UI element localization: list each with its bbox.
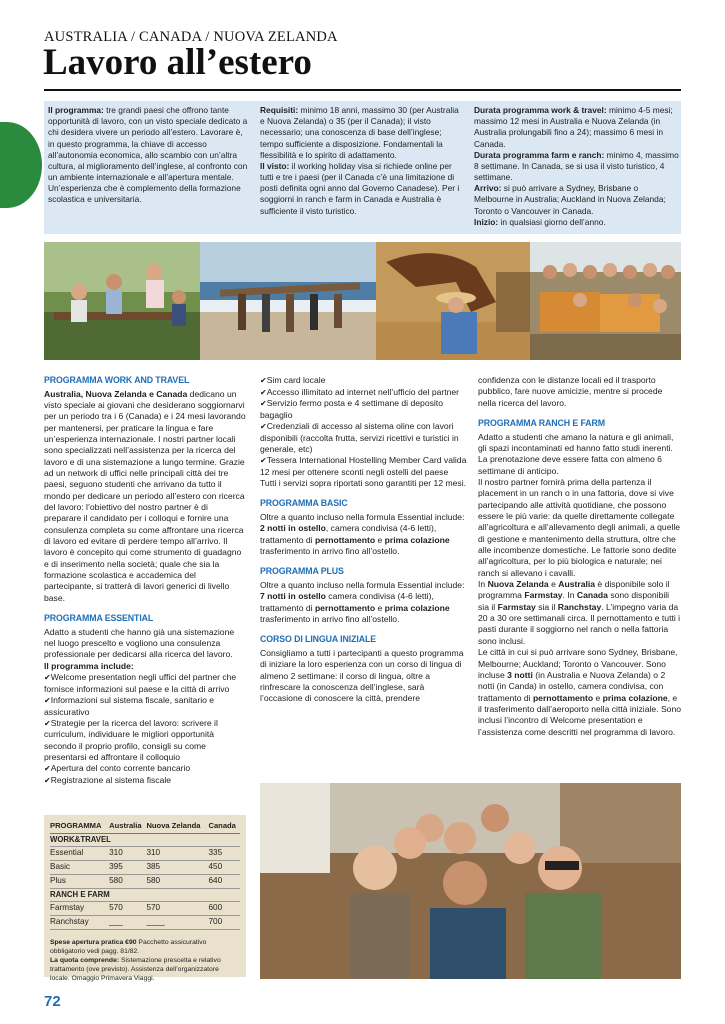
essential-item: ✔ Servizio fermo posta e 4 settimane di deposito bagaglio [260, 398, 468, 421]
ranch-span: (in Australia e Nuova Zelanda) o 2 notti (in Canda) in ostello, camera condivisa, con trattamento di [478, 669, 666, 703]
basic-span: trasferimento in arrivo fino all’ostello. [260, 546, 400, 557]
basic-span: , camera condivisa (4-6 letti), trattamento di [260, 523, 437, 545]
ranch-span: è disponibile solo il programma [478, 579, 670, 601]
essential-item: ✔ Welcome presentation negli uffici del partner che fornisce informazioni sul paese e la città di arrivo [44, 672, 246, 695]
photo-beach-log [200, 242, 376, 360]
essential-item: ✔ Credenziali di accesso al sistema oline con lavori disponibili (raccolta frutta, servizi ricettivi e turistici in generale, etc) [260, 421, 468, 455]
price-note-label: Spese apertura pratica €90 [50, 938, 137, 946]
services-note: Tutti i servizi sopra riportati sono garantiti per 12 mesi. [260, 478, 467, 489]
price-cell: Basic [50, 861, 109, 875]
price-note-label: La quota comprende: [50, 957, 120, 965]
basic-span: e [375, 534, 385, 545]
plus-bold: pernottamento [314, 602, 376, 613]
language-course-cont: confidenza con le distanze locali ed il trasporto pubblico, fare nuove amicizie, mentre si procede nella ricerca del lavoro. [478, 375, 663, 408]
plus-span: e [375, 602, 385, 613]
info-label: Arrivo: [474, 183, 502, 194]
info-arrival [474, 183, 679, 217]
price-cell: 580 [109, 874, 146, 888]
info-box [44, 101, 681, 234]
table-row [50, 915, 240, 929]
green-side-tab [0, 122, 42, 208]
info-text: in qualsiasi giorno dell’anno. [498, 216, 606, 227]
price-note-text: Pacchetto assicurativo obbligatorio vedi pagg. 81/82. [50, 938, 207, 955]
info-label: Durata programma work & travel: [474, 105, 607, 115]
price-cell: 600 [208, 902, 240, 916]
basic-bold: 2 notti in ostello [260, 523, 326, 534]
price-table-box [44, 815, 246, 983]
info-column-requirements [260, 105, 474, 234]
ranch-bold: Nuova Zelanda [487, 579, 549, 590]
ranch-bold: Farmstay [497, 601, 536, 612]
plus-span: trasferimento in arrivo fino all’ostello. [260, 614, 400, 625]
info-text: si può arrivare a Sydney, Brisbane o Melbourne in Australia; Auckland in Nuova Zelanda; Toronto o Vancouver in Canada. [474, 183, 666, 216]
essential-item: ✔ Informazioni sul sistema fiscale, sanitario e assicurativo [44, 695, 246, 718]
price-group-label: WORK&TRAVEL [50, 834, 240, 847]
info-text: il working holiday visa si richiede online per tutti e tre i paesi (per il Canada c’è una limitazione di posti definita ogni anno dal Governo Canadese). Per i soggiorni in ranch e farm in Canada e Australia è sufficiente il visto turistico. [260, 160, 460, 216]
basic-text [260, 523, 468, 557]
section-title-basic: PROGRAMMA BASIC [260, 498, 348, 509]
ranch-text-1: Adatto a studenti che amano la natura e gli animali, gli spazi incontaminati ed hanno fatto studi inerenti. La prenotazione deve essere fatta con almeno 6 settimane di anticipo. [478, 431, 674, 476]
info-column-duration [474, 105, 681, 234]
ranch-bold: Australia [558, 579, 596, 590]
plus-bold: 7 notti in ostello [260, 591, 326, 602]
ranch-span: , e il trasferimento dall’aeroporto nella città iniziale. Sono inclusi l’incontro di Welcome presentation e l’assistenza come descritti nel programma di lavoro. [478, 692, 682, 737]
basic-bold: prima colazione [384, 534, 450, 545]
price-cell: 395 [109, 861, 146, 875]
plus-text [260, 591, 468, 625]
title-rule [44, 89, 681, 91]
work-travel-lead: Australia, Nuova Zelanda e Canada [44, 388, 188, 399]
info-requirements [260, 105, 464, 161]
info-duration-farm [474, 150, 679, 184]
essential-item: ✔ Accesso illimitato ad internet nell’ufficio del partner [260, 387, 468, 399]
ranch-span: e [548, 579, 559, 590]
price-header: Canada [208, 819, 240, 834]
work-travel-text [44, 389, 246, 605]
column-1 [44, 375, 246, 787]
price-group-label: RANCH E FARM [50, 888, 240, 901]
price-table [50, 819, 240, 930]
essential-includes-label: Il programma include: [44, 660, 134, 671]
price-header: Australia [109, 819, 146, 834]
price-cell: 310 [146, 847, 208, 861]
price-note-text: Sistemazione prescelta e relativo trattamento (ove previsto). Assistenza dell’organizzatore locale. Omaggio Primavera Viaggi. [50, 957, 221, 983]
table-row [50, 847, 240, 861]
ranch-span: In [478, 579, 488, 590]
essential-item: ✔ Strategie per la ricerca del lavoro: scrivere il curriculum, individuare le migliori opportunità secondo il proprio profilo, consigli su come presentarsi ed affrontare il colloquio [44, 718, 246, 764]
column-3 [478, 375, 681, 738]
column-2 [260, 375, 468, 705]
price-notes [50, 938, 240, 984]
ranch-bold: Canada [576, 590, 608, 601]
price-note-includes [50, 956, 240, 984]
language-course-text: Consigliamo a tutti i partecipanti a questo programma di iniziare la loro esperienza con un corso di lingua di almeno 2 settimane: il corso di lingua, oltre a rinfrescare la conoscenza dell’inglese, sarà l’occasione di conoscere la città, prendere [260, 648, 464, 704]
basic-bold: pernottamento [314, 534, 376, 545]
price-cell: 335 [208, 847, 240, 861]
ranch-span: e [593, 692, 603, 703]
price-cell: ____ [146, 915, 208, 929]
ranch-span: . In [562, 590, 577, 601]
info-text: minimo 4, massimo 8 settimane. In Canada, se si usa il visto turistico, 4 settimane. [474, 149, 679, 183]
page-title: Lavoro all’estero [43, 42, 312, 83]
photo-strip [44, 242, 681, 360]
basic-intro: Oltre a quanto incluso nella formula Essential include: [260, 512, 465, 523]
price-cell: Farmstay [50, 902, 109, 916]
essential-item: ✔ Apertura del conto corrente bancario [44, 763, 246, 775]
price-cell: 570 [109, 902, 146, 916]
ranch-bold: 3 notti [507, 669, 533, 680]
ranch-span: sia il [535, 601, 558, 612]
essential-item: ✔ Registrazione al sistema fiscale [44, 775, 246, 787]
price-cell: 700 [208, 915, 240, 929]
info-label: Durata programma farm e ranch: [474, 149, 605, 160]
price-cell: 450 [208, 861, 240, 875]
ranch-span: sono disponibili sia il [478, 590, 670, 612]
ranch-text-3 [478, 579, 681, 647]
info-visa [260, 161, 464, 217]
photo-farm-group [530, 242, 681, 360]
ranch-bold: Ranchstay [557, 601, 602, 612]
page-number: 72 [44, 993, 61, 1010]
price-cell: Plus [50, 874, 109, 888]
plus-bold: prima colazione [384, 602, 450, 613]
info-label: Il visto: [260, 160, 290, 171]
price-cell: 385 [146, 861, 208, 875]
ranch-span: . L’impegno varia da 20 a 30 ore settimanali circa. Il pernottamento e tutti i pasti durante il soggiorno nel ranch o nella fattoria sono inclusi. [478, 601, 681, 646]
info-start [474, 217, 679, 228]
info-program [48, 105, 250, 206]
work-travel-body: dedicano un visto speciale ai giovani che desiderano soggiornarvi per un periodo tra i 6 (Canada) e i 24 mesi lavorando per mantenersi, per praticare la lingua e fare un’esperienza internazionale. I nostri partner locali sono specializzati nell’assistenza per la ricerca del lavoro e di una sistemazione a lungo termine. Grazie ad un network di uffici nelle principali città dei tre paesi, seguono studenti che arrivano da tutto il mondo per dedicare un periodo all’estero con ricerca del lavoro: l’obiettivo del nostro partner è di preparare il candidato per i colloqui e fornire una consulenza completa su come affrontare una ricerca di lavoro ed evitare di perdere tempo all’arrivo. Il lavoro è concepito qui come strumento di guadagno e di inserimento nella società; quale che sia la formazione scolastica e accademica del partecipante, si tratterà di lavori generici di livello base. [44, 388, 246, 603]
price-cell: 570 [146, 902, 208, 916]
section-title-essential: PROGRAMMA ESSENTIAL [44, 613, 154, 624]
table-row [50, 874, 240, 888]
photo-group-park [44, 242, 200, 360]
section-title-plus: PROGRAMMA PLUS [260, 566, 344, 577]
price-note-fees [50, 938, 240, 956]
essential-item: ✔ Sim card locale [260, 375, 468, 387]
section-title-ranch-farm: PROGRAMMA RANCH E FARM [478, 418, 605, 429]
plus-intro: Oltre a quanto incluso nella formula Essential include: [260, 580, 465, 591]
table-row [50, 902, 240, 916]
info-text: minimo 4-5 mesi; massimo 12 mesi in Australia e Nuova Zelanda (in Australia prolungabili fino a 24); massimo 6 mesi in Canada. [474, 105, 673, 149]
info-duration-wt [474, 105, 679, 150]
ranch-text-4 [478, 647, 681, 738]
info-column-program [48, 105, 260, 234]
info-text: minimo 18 anni, massimo 30 (per Australia e Nuova Zelanda) o 35 (per il Canada); il visto necessario; una conoscenza di base dell’inglese; tempo sufficiente a disposizione. Fondamentali la flessibilità e lo spirito di adattamento. [260, 105, 459, 160]
price-cell: 580 [146, 874, 208, 888]
info-label: Requisiti: [260, 105, 299, 115]
plus-span: camera condivisa (4-6 letti), trattamento di [260, 591, 434, 613]
info-label: Inizio: [474, 216, 499, 227]
price-cell: ___ [109, 915, 146, 929]
ranch-span: Le città in cui si può arrivare sono Sydney, Brisbane, Melbourne; Auckland; Toronto o Vancouver. Sono incluse [478, 647, 678, 680]
price-cell: Essential [50, 847, 109, 861]
section-title-language-course: CORSO DI LINGUA INIZIALE [260, 634, 377, 645]
info-text: tre grandi paesi che offrono tante opportunità di lavoro, con un visto speciale dedicato a chi desidera vivere un periodo all’estero. Lavorare è, in questo programma, la chiave di accesso all’autonomia economica, allo scambio con un’altra cultura, al miglioramento dell’inglese, al confronto con un ambiente internazionale e all’apertura mentale. Un’esperienza che è complemento della formazione scolastica e universitaria. [48, 105, 248, 205]
price-cell: 310 [109, 847, 146, 861]
section-title-work-travel: PROGRAMMA WORK AND TRAVEL [44, 375, 190, 385]
ranch-text-2: Il nostro partner fornirà prima della partenza il placement in un ranch o in una fattoria, dove si vive partecipando alle attività quotidiane, che possono essere le più varie: da quelle direttamente collegate all’agricoltura e all’allevamento degli animali, a quelle di gestione e mantenimento della struttura, oltre che alle incombenze domestiche. Le fattorie sono dedite all’agricoltura, per lo più biologica e naturale; nei ranch si allevano i cavalli. [478, 477, 681, 578]
price-header: PROGRAMMA [50, 819, 109, 834]
ranch-bold: prima colazione [602, 692, 668, 703]
ranch-bold: Farmstay [524, 590, 563, 601]
info-label: Il programma: [48, 105, 104, 115]
essential-text: Adatto a studenti che hanno già una sistemazione nel luogo prescelto e vogliono una consulenza professionale per dedicarsi alla ricerca del lavoro. [44, 626, 235, 660]
photo-group-selfie [260, 783, 681, 979]
price-header: Nuova Zelanda [146, 819, 208, 834]
countries-kicker: AUSTRALIA / CANADA / NUOVA ZELANDA [44, 29, 338, 45]
essential-item: ✔ Tessera International Hostelling Member Card valida 12 mesi per ottenere sconti negli ostelli del paese [260, 455, 468, 478]
price-cell: 640 [208, 874, 240, 888]
table-row [50, 861, 240, 875]
photo-horse-ranch [376, 242, 530, 360]
price-cell: Ranchstay [50, 915, 109, 929]
ranch-bold: pernottamento [532, 692, 594, 703]
